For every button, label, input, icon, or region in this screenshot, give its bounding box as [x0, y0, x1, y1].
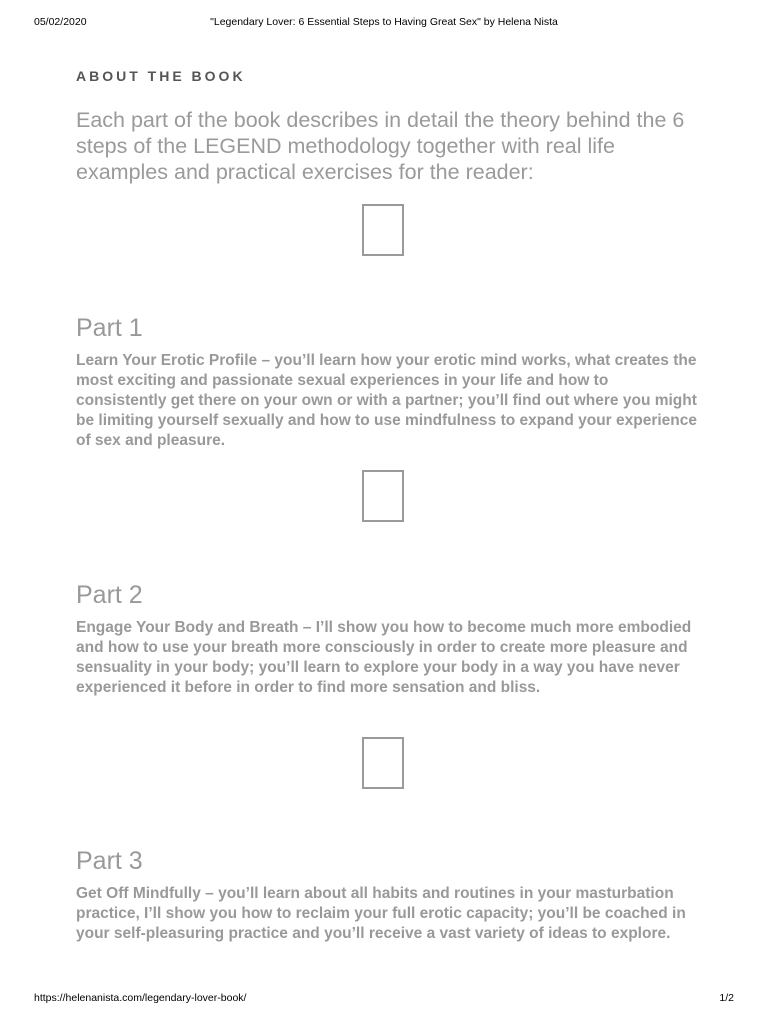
part-2-title: Part 2 — [76, 581, 143, 609]
image-placeholder-icon — [362, 204, 404, 256]
lead-paragraph: Each part of the book describes in detail the theory behind the 6 steps of the LEGEND methodology together with real life examples and practical exercises for the reader: — [76, 108, 685, 184]
print-date: 05/02/2020 — [34, 16, 87, 28]
part-3-title: Part 3 — [76, 847, 143, 875]
part-2-description: Engage Your Body and Breath – I’ll show you how to become much more embodied and how to use your breath more consciously in order to create more pleasure and sensuality in your body; you’ll learn to explore your body in a way you have never experienced it before in order to find more sensation and bliss. — [76, 619, 692, 696]
part-1-description: Learn Your Erotic Profile – you’ll learn how your erotic mind works, what creates the most exciting and passionate sexual experiences in your life and how to consistently get there on your own or with a partner; you’ll find out where you might be limiting yourself sexually and how to use mindfulness to expand your experience of sex and pleasure. — [76, 352, 698, 449]
print-page-title: "Legendary Lover: 6 Essential Steps to Having Great Sex" by Helena Nista — [210, 16, 558, 28]
image-placeholder-icon — [362, 737, 404, 789]
print-url: https://helenanista.com/legendary-lover-book/ — [34, 992, 247, 1004]
print-page-number: 1/2 — [719, 992, 734, 1004]
section-label: ABOUT THE BOOK — [76, 68, 246, 84]
part-3-description: Get Off Mindfully – you’ll learn about all habits and routines in your masturbation practice, I’ll show you how to reclaim your full erotic capacity; you’ll be coached in your self-pleasuring practice and you’ll receive a vast variety of ideas to explore. — [76, 885, 686, 942]
image-placeholder-icon — [362, 470, 404, 522]
part-1-title: Part 1 — [76, 314, 143, 342]
